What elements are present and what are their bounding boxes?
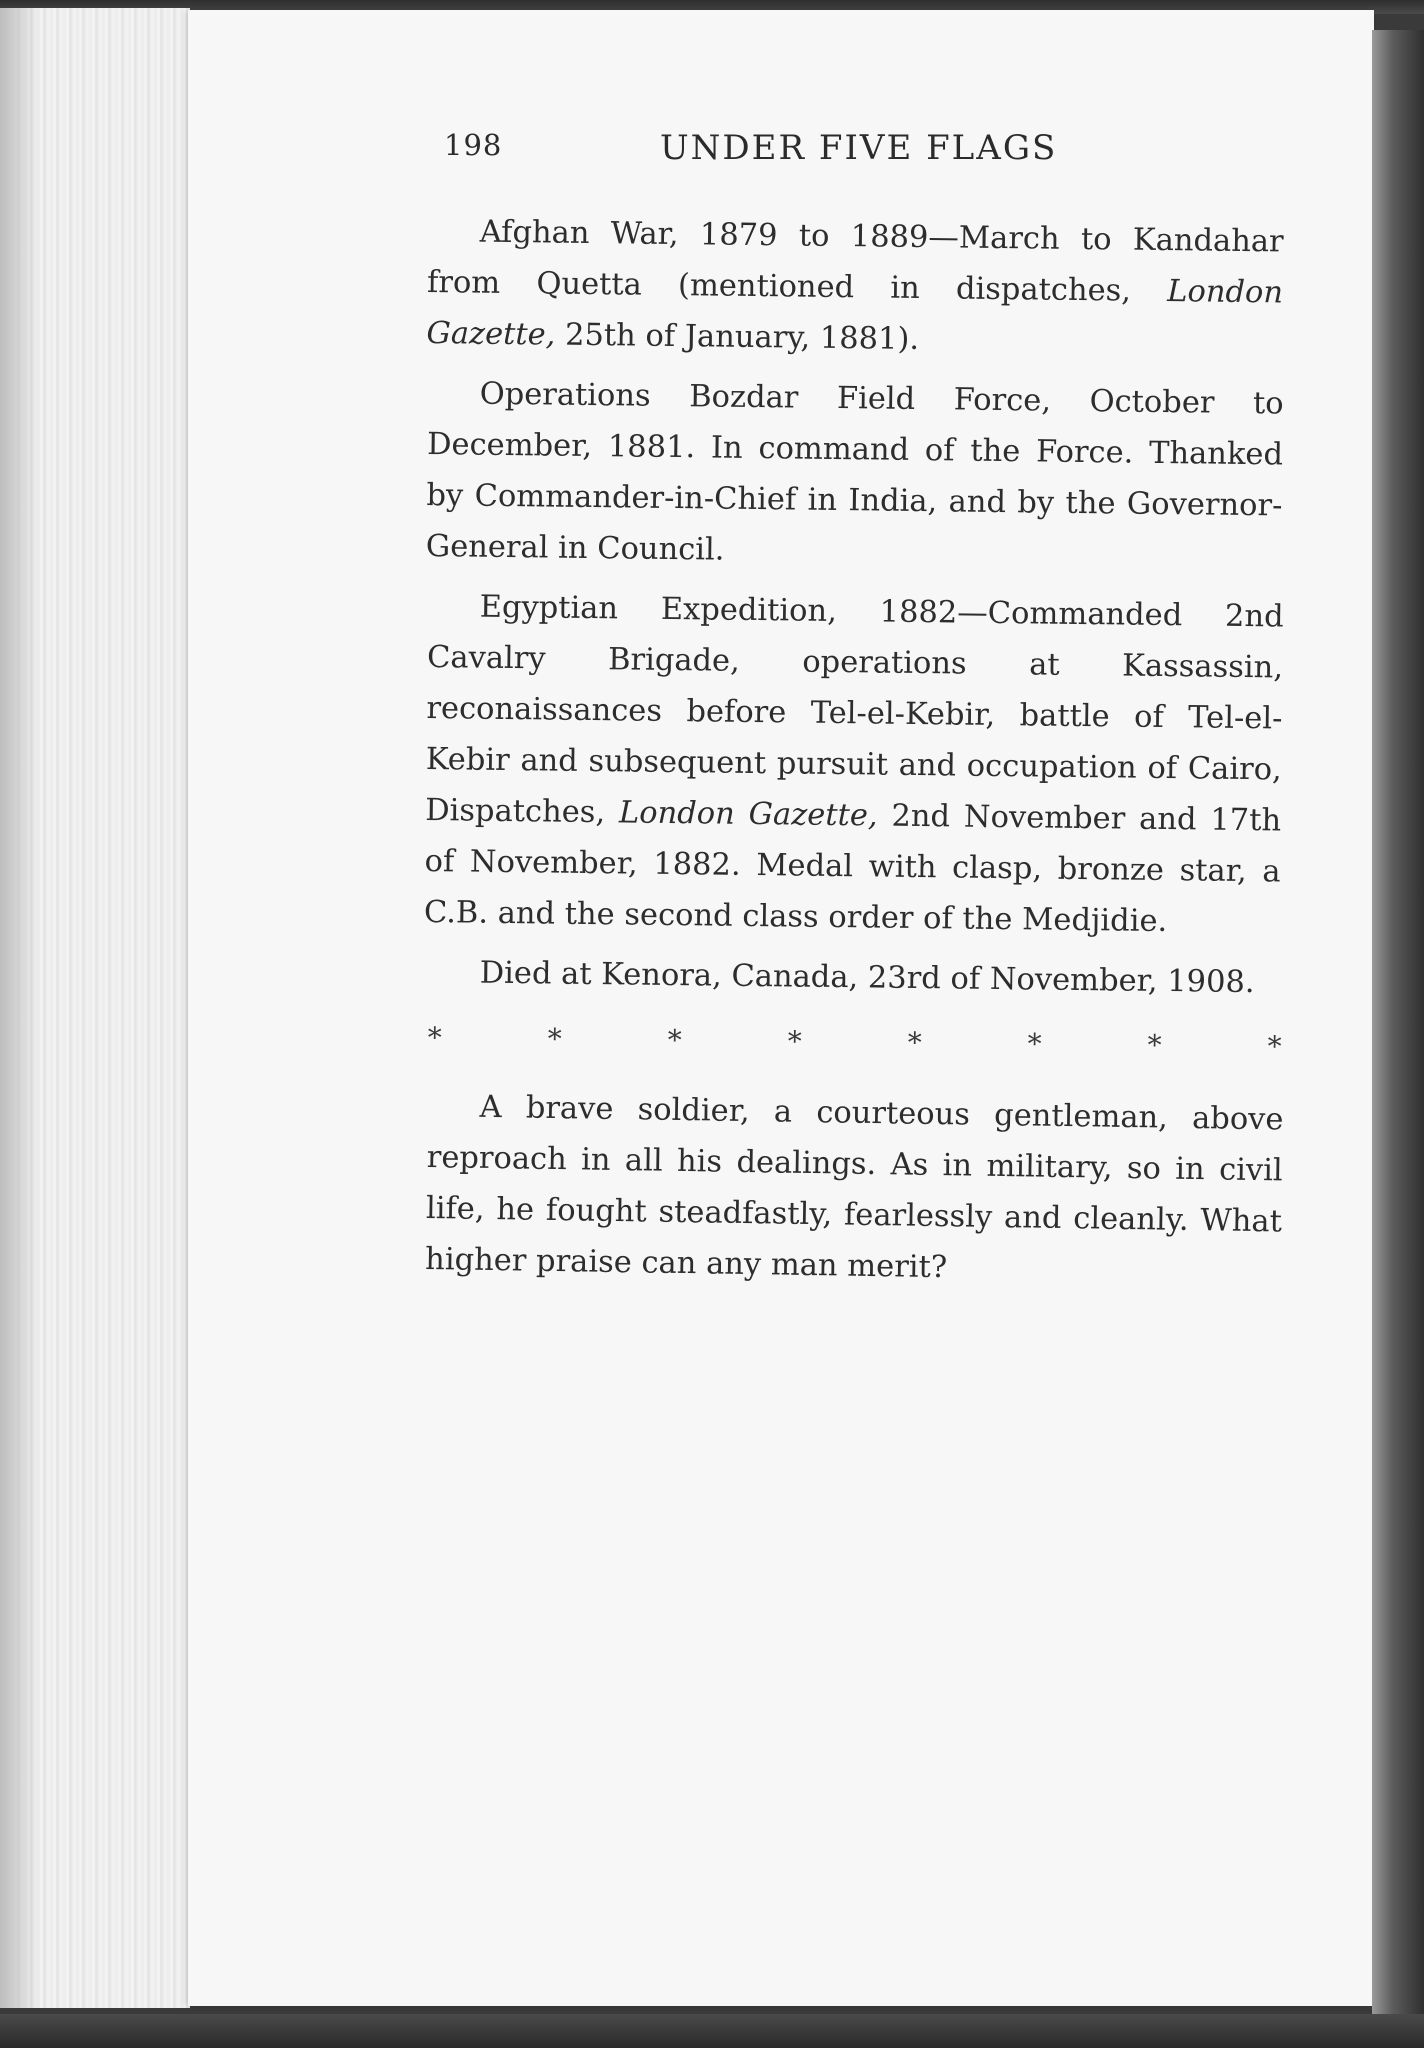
separator-star: * bbox=[427, 1020, 442, 1055]
running-title: UNDER FIVE FLAGS bbox=[660, 128, 1058, 168]
separator-star: * bbox=[1027, 1027, 1042, 1061]
book-edge-shadow bbox=[0, 8, 40, 2008]
scan-border-bottom bbox=[0, 2014, 1424, 2048]
italic-run: London Gazette, bbox=[426, 274, 1284, 353]
book-cover-edge bbox=[1372, 30, 1424, 2020]
text-run: 25th of January, 1881). bbox=[555, 317, 920, 358]
separator-star: * bbox=[547, 1022, 562, 1056]
closing-paragraph: A brave soldier, a courteous gentleman, above reproach in all his dealings. As in military, so in civil life, he fought steadfastly, fearlessly and cleanly. What higher praise can any man merit? bbox=[424, 1089, 1284, 1286]
text-run: Afghan War, 1879 to 1889—March to Kandahar from Quetta (mentioned in dispatches, bbox=[426, 214, 1284, 310]
italic-run: London Gazette, bbox=[618, 795, 878, 834]
paragraph-egyptian-expedition bbox=[424, 581, 1284, 948]
text-run: 2nd November and 17th of November, 1882. Medal with clasp, bronze star, a C.B. and the second class order of the Medjidie. bbox=[423, 798, 1282, 940]
text-run: Died at Kenora, Canada, 23rd of November, 1908. bbox=[479, 955, 1255, 1001]
separator-star: * bbox=[1267, 1029, 1282, 1063]
running-header bbox=[444, 128, 1084, 182]
paragraph-afghan-war bbox=[426, 206, 1284, 369]
page-number: 198 bbox=[444, 128, 503, 162]
paragraph-bozdar-field-force bbox=[426, 368, 1284, 582]
body-text bbox=[423, 206, 1284, 1294]
separator-star: * bbox=[787, 1024, 802, 1058]
separator-star: * bbox=[667, 1023, 682, 1057]
paragraph-death bbox=[427, 947, 1284, 1008]
text-run: Operations Bozdar Field Force, October to December, 1881. In command of the Force. Thanked by Commander-in-Chief in India, and by the Governor-General in Council. bbox=[425, 376, 1284, 568]
separator-star: * bbox=[907, 1026, 922, 1060]
separator-star: * bbox=[1147, 1028, 1162, 1062]
text-run: Egyptian Expedition, 1882—Commanded 2nd Cavalry Brigade, operations at Kassassin, reconaissances before Tel-el-Kebir, battle of Tel-el-Kebir and subsequent pursuit and occupation of Cairo, Dispatches, bbox=[424, 589, 1284, 831]
section-separator bbox=[427, 1008, 1284, 1072]
